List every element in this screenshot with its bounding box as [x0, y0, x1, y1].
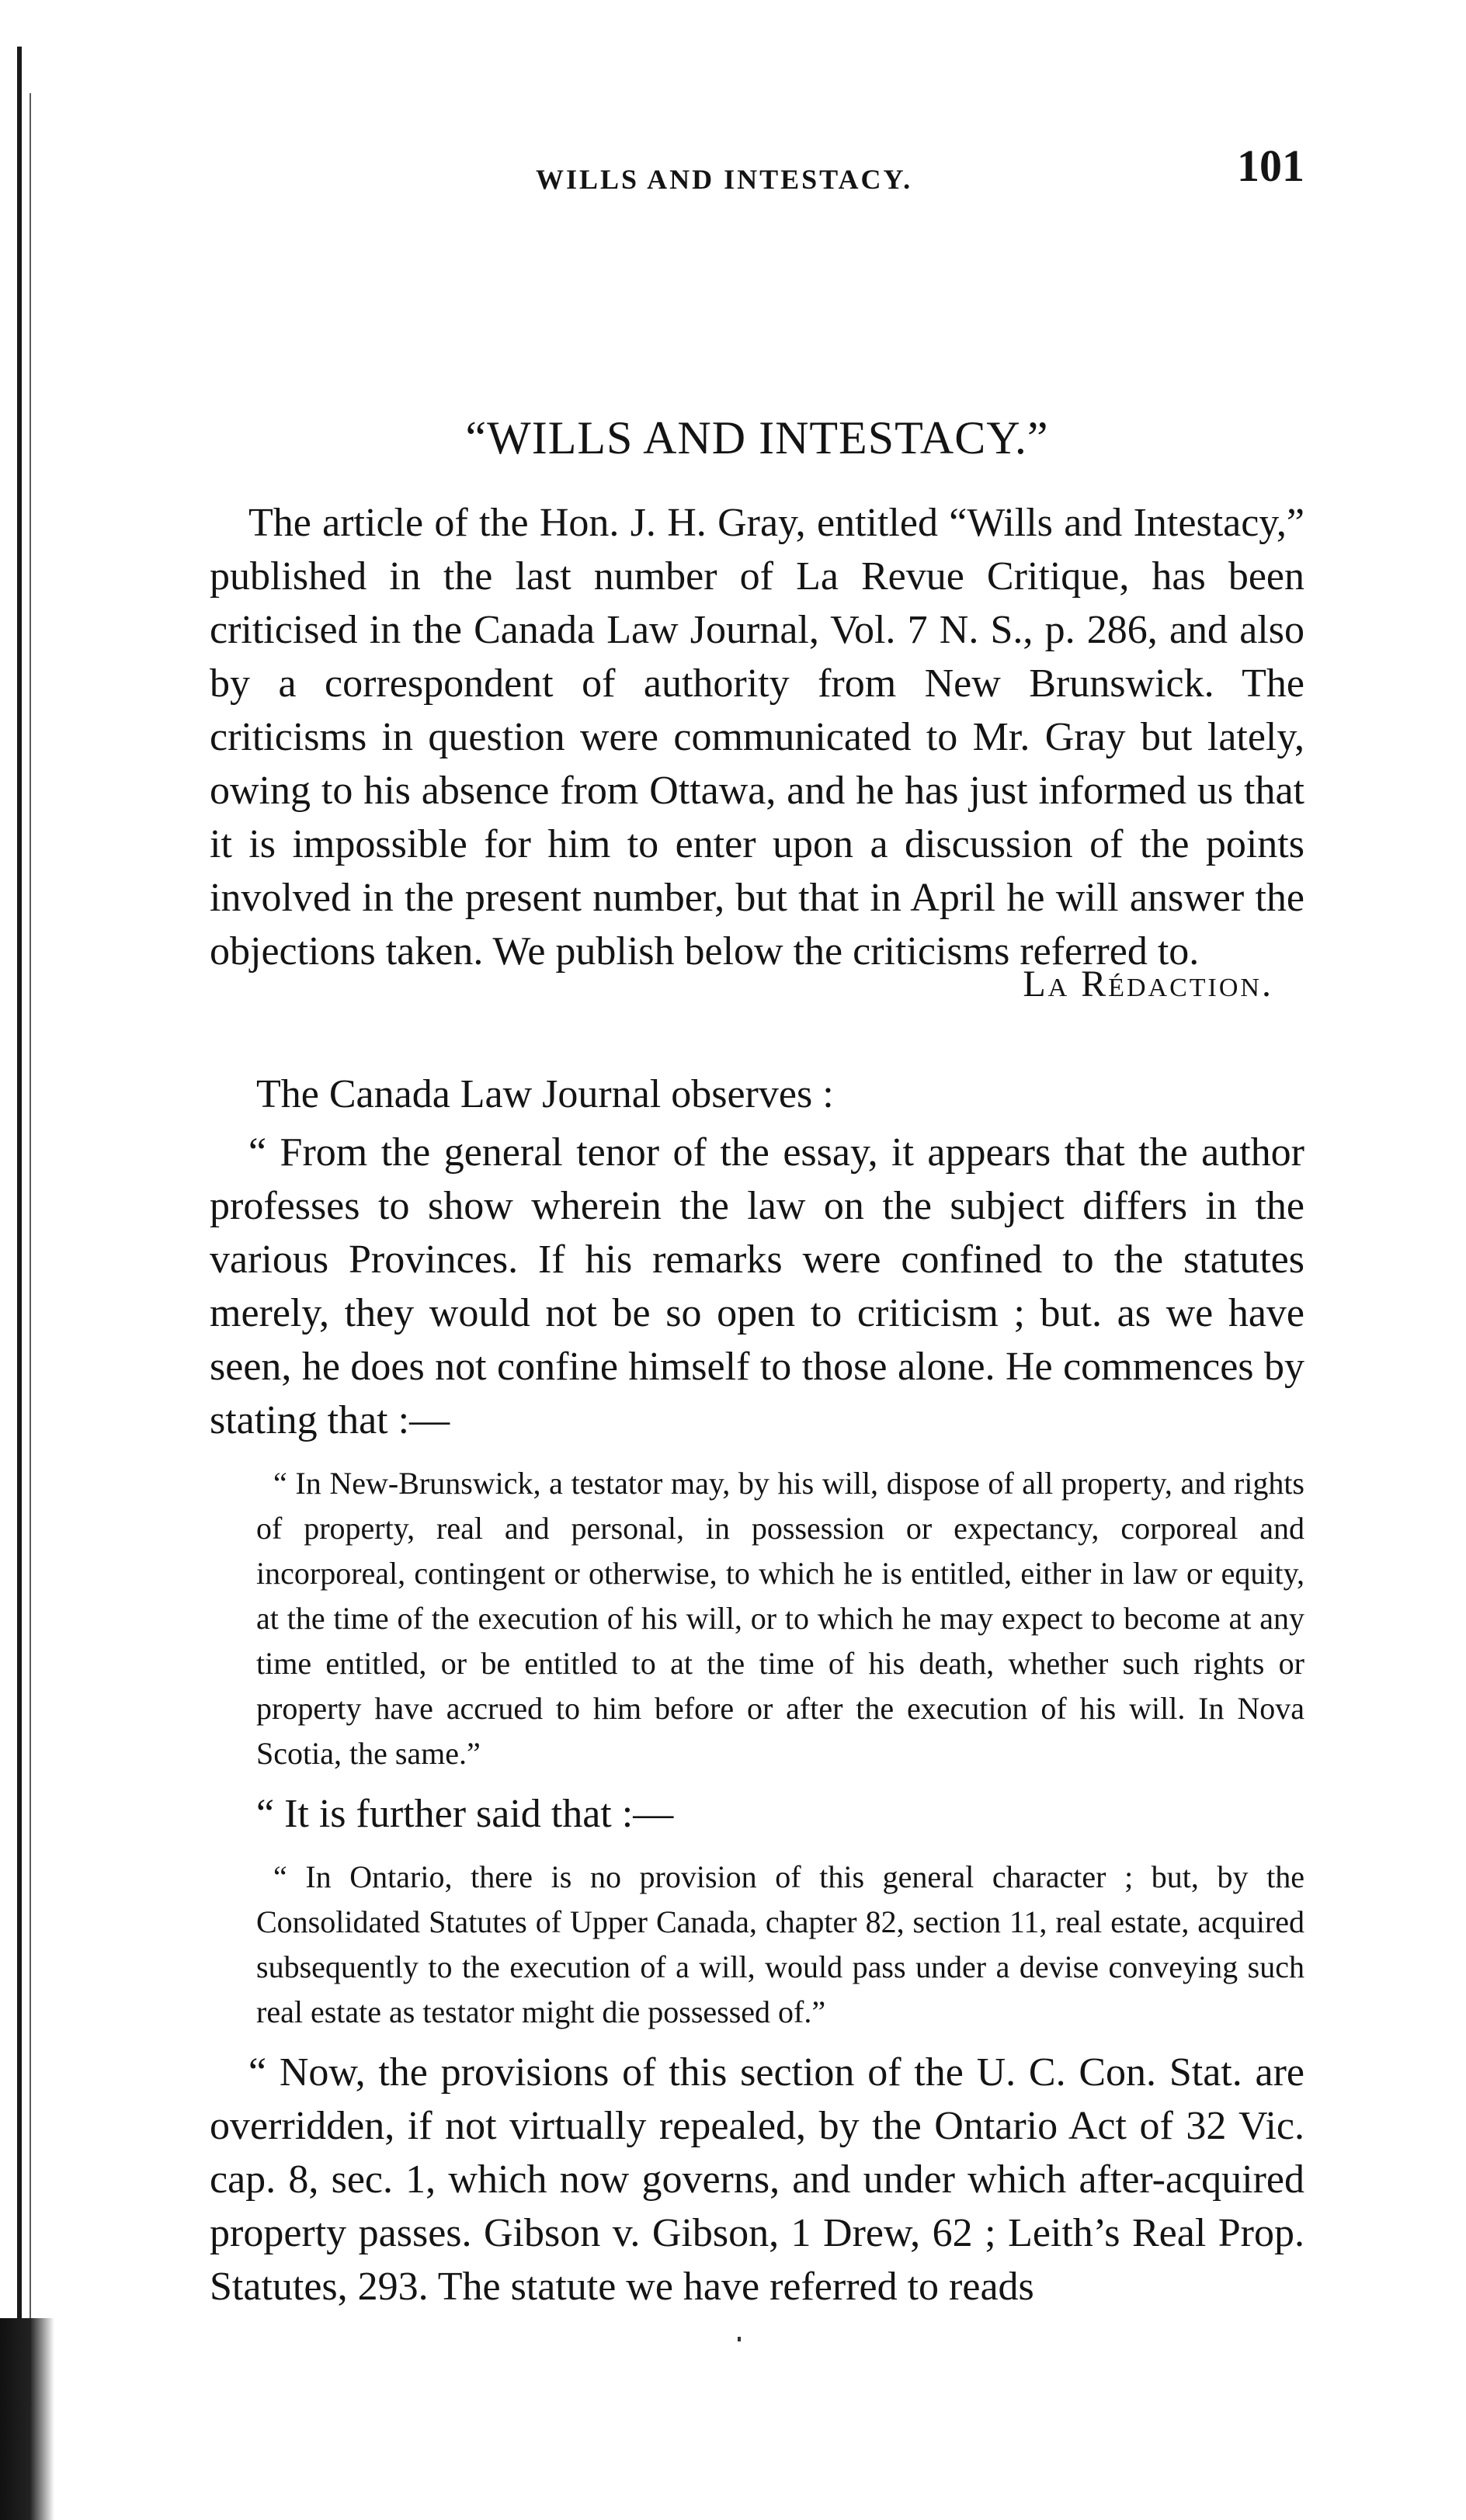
journal-observes-line: The Canada Law Journal observes : — [256, 1072, 834, 1116]
running-head — [210, 132, 1304, 225]
editorial-signature: La Rédaction. — [1023, 963, 1273, 1005]
intro-paragraph: The article of the Hon. J. H. Gray, entitled “Wills and Intestacy,” published in the last number of La Revue Critique, has been criticised in the Canada Law Journal, Vol. 7 N. S., p. 286, and also by a correspondent of authority from New Brunswick. The criticisms in question were communicated to Mr. Gray but lately, owing to his absence from Ottawa, and he has just informed us that it is impossible for him to enter upon a discussion of the points involved in the present number, but that in April he will answer the objections taken. We publish below the criticisms referred to. — [210, 501, 1304, 974]
further-said-line: “ It is further said that :— — [256, 1792, 674, 1836]
running-head-title: WILLS AND INTESTACY. — [536, 164, 913, 195]
quoted-passage-ontario: “ In Ontario, there is no provision of this general character ; but, by the Consolidated Statutes of Upper Canada, chapter 82, section 11, real estate, acquired subsequently to the execution of a will, would pass under a devise conveying such real estate as testator might die possessed of.” — [256, 1859, 1304, 2029]
criticism-paragraph-1: “ From the general tenor of the essay, it appears that the author professes to show wherein the law on the subject differs in the various Provinces. If his remarks were confined to the statutes merely, they would not be so open to criticism ; but. as we have seen, he does not confine himself to those alone. He commences by stating that :— — [210, 1130, 1304, 1442]
page-binding-edge — [0, 0, 62, 2520]
binding-shadow-line — [17, 47, 22, 2453]
page-number: 101 — [1237, 141, 1304, 191]
criticism-paragraph-2: “ Now, the provisions of this section of the U. C. Con. Stat. are overridden, if not virtually repealed, by the Ontario Act of 32 Vic. cap. 8, sec. 1, which now governs, and under which after-acquired property passes. Gibson v. Gibson, 1 Drew, 62 ; Leith’s Real Prop. Statutes, 293. The statute we have referred to reads — [210, 2050, 1304, 2309]
quoted-passage-new-brunswick: “ In New-Brunswick, a testator may, by his will, dispose of all property, and rights of property, real and personal, in possession or expectancy, corporeal and incorporeal, contingent or otherwise, to which he is entitled, either in law or equity, at the time of the execution of his will, or to which he may expect to become at any time entitled, or be entitled to at the time of his death, whether such rights or property have accrued to him before or after the execution of his will. In Nova Scotia, the same.” — [256, 1466, 1304, 1771]
book-page — [210, 132, 1304, 2313]
binding-inner-line — [30, 93, 31, 2407]
article-title: “WILLS AND INTESTACY.” — [465, 412, 1049, 463]
ink-speck — [738, 2337, 741, 2341]
binding-dark-corner — [0, 2318, 54, 2520]
